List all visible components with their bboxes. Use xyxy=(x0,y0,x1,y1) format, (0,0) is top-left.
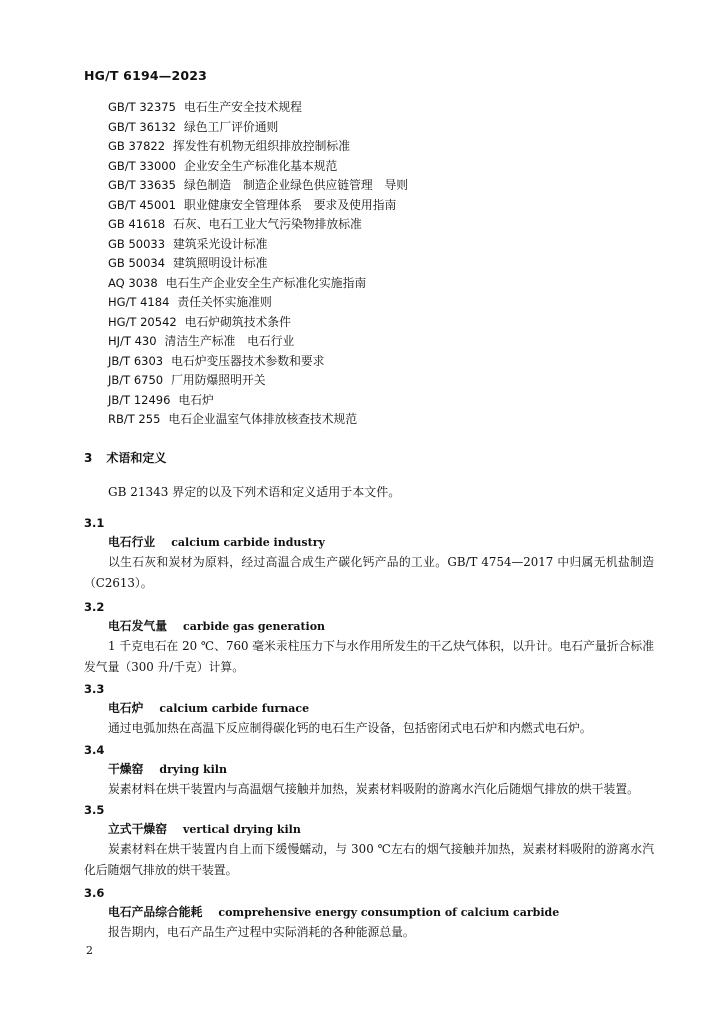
term-name xyxy=(108,759,654,779)
reference-code: AQ 3038 xyxy=(108,275,158,290)
term-name xyxy=(108,698,654,718)
normative-references-list xyxy=(108,98,408,430)
reference-title: 建筑采光设计标准 xyxy=(173,236,268,251)
term-entry xyxy=(84,680,654,739)
term-number: 3.5 xyxy=(84,803,105,817)
reference-title: 建筑照明设计标准 xyxy=(173,256,268,270)
reference-item xyxy=(108,313,408,333)
term-name-en: drying kiln xyxy=(159,763,227,776)
term-name-en: vertical drying kiln xyxy=(183,823,301,836)
term-name xyxy=(108,902,654,922)
reference-code: HG/T 4184 xyxy=(108,295,170,309)
reference-title: 责任关怀实施准则 xyxy=(177,295,272,309)
reference-item xyxy=(108,235,408,255)
term-name-en: calcium carbide furnace xyxy=(159,702,310,715)
reference-code: GB/T 45001 xyxy=(108,197,176,212)
reference-code: HJ/T 430 xyxy=(108,334,157,348)
reference-item xyxy=(108,137,408,157)
term-definition: 通过电弧加热在高温下反应制得碳化钙的电石生产设备，包括密闭式电石炉和内燃式电石炉。 xyxy=(108,721,592,735)
term-name xyxy=(108,819,654,839)
reference-title: 电石生产安全技术规程 xyxy=(183,100,302,114)
reference-code: GB/T 33000 xyxy=(108,158,176,173)
term-name xyxy=(108,616,654,636)
term-definition: 报告期内，电石产品生产过程中实际消耗的各种能源总量。 xyxy=(108,925,415,939)
reference-code: GB 37822 xyxy=(108,139,166,153)
term-name-zh: 电石行业 xyxy=(108,535,156,549)
reference-title: 电石炉变压器技术参数和要求 xyxy=(171,353,325,368)
reference-item xyxy=(108,410,408,430)
reference-title: 企业安全生产标准化基本规范 xyxy=(183,158,338,173)
term-number: 3.2 xyxy=(84,600,105,614)
reference-code: JB/T 6750 xyxy=(108,373,164,387)
reference-item xyxy=(108,352,408,372)
term-entry xyxy=(84,741,654,800)
reference-item xyxy=(108,391,408,411)
reference-title: 绿色制造 制造企业绿色供应链管理 导则 xyxy=(183,178,409,192)
term-definition: 以生石灰和炭材为原料，经过高温合成生产碳化钙产品的工业。GB/T 4754—2017 中归属无机盐制造（C2613）。 xyxy=(84,555,654,590)
reference-item xyxy=(108,293,408,313)
reference-title: 电石炉砌筑技术条件 xyxy=(184,314,291,329)
standard-number-header: HG/T 6194—2023 xyxy=(84,68,208,83)
term-definition: 炭素材料在烘干装置内自上而下缓慢蠕动，与 300 ℃左右的烟气接触并加热，炭素材料吸附的游离水汽化后随烟气排放的烘干装置。 xyxy=(84,842,654,877)
term-definition: 1 千克电石在 20 ℃、760 毫米汞柱压力下与水作用所发生的干乙炔气体积，以升计。电石产量折合标准发气量（300 升/千克）计算。 xyxy=(84,639,654,674)
term-name-zh: 干燥窑 xyxy=(108,762,144,776)
reference-item xyxy=(108,157,408,177)
reference-title: 厂用防爆照明开关 xyxy=(171,373,266,387)
section-intro: GB 21343 界定的以及下列术语和定义适用于本文件。 xyxy=(108,485,401,499)
reference-item xyxy=(108,118,408,138)
term-definition: 炭素材料在烘干装置内与高温烟气接触并加热，炭素材料吸附的游离水汽化后随烟气排放的烘干装置。 xyxy=(108,782,639,796)
section-number: 3 xyxy=(84,451,93,465)
reference-item xyxy=(108,215,408,235)
term-entry xyxy=(84,514,654,593)
term-name-en: comprehensive energy consumption of calcium carbide xyxy=(218,906,560,919)
reference-title: 清洁生产标准 电石行业 xyxy=(164,334,295,348)
term-name-en: calcium carbide industry xyxy=(171,536,325,549)
reference-code: GB 41618 xyxy=(108,217,166,231)
reference-code: GB/T 36132 xyxy=(108,119,176,134)
reference-title: 电石生产企业安全生产标准化实施指南 xyxy=(165,275,367,290)
reference-code: GB/T 32375 xyxy=(108,100,176,114)
reference-item xyxy=(108,254,408,274)
term-name-zh: 电石产品综合能耗 xyxy=(108,905,203,919)
term-name-en: carbide gas generation xyxy=(183,620,326,633)
term-name-zh: 电石炉 xyxy=(108,701,144,715)
term-entry xyxy=(84,801,654,880)
reference-item xyxy=(108,371,408,391)
reference-title: 石灰、电石工业大气污染物排放标准 xyxy=(173,217,362,231)
page-number: 2 xyxy=(86,944,93,957)
reference-title: 电石企业温室气体排放核查技术规范 xyxy=(168,412,358,426)
reference-code: HG/T 20542 xyxy=(108,314,177,329)
reference-item xyxy=(108,196,408,216)
term-name-zh: 电石发气量 xyxy=(108,619,167,633)
reference-code: JB/T 12496 xyxy=(108,392,171,407)
term-number: 3.4 xyxy=(84,743,105,757)
reference-title: 职业健康安全管理体系 要求及使用指南 xyxy=(183,197,397,212)
term-number: 3.6 xyxy=(84,886,105,900)
term-entry xyxy=(84,884,654,943)
reference-item xyxy=(108,98,408,118)
term-number: 3.1 xyxy=(84,516,105,530)
reference-title: 电石炉 xyxy=(178,392,214,407)
reference-item xyxy=(108,332,408,352)
section-heading xyxy=(84,449,166,466)
reference-code: GB 50034 xyxy=(108,256,166,270)
term-number: 3.3 xyxy=(84,682,105,696)
section-title: 术语和定义 xyxy=(106,451,167,465)
reference-item xyxy=(108,274,408,294)
reference-code: GB 50033 xyxy=(108,236,166,251)
reference-title: 绿色工厂评价通则 xyxy=(183,119,279,134)
term-name-zh: 立式干燥窑 xyxy=(108,822,167,836)
reference-code: GB/T 33635 xyxy=(108,178,176,192)
reference-code: RB/T 255 xyxy=(108,412,161,426)
reference-code: JB/T 6303 xyxy=(108,353,164,368)
term-name xyxy=(108,532,654,552)
reference-item xyxy=(108,176,408,196)
reference-title: 挥发性有机物无组织排放控制标准 xyxy=(173,139,351,153)
term-entry xyxy=(84,598,654,677)
